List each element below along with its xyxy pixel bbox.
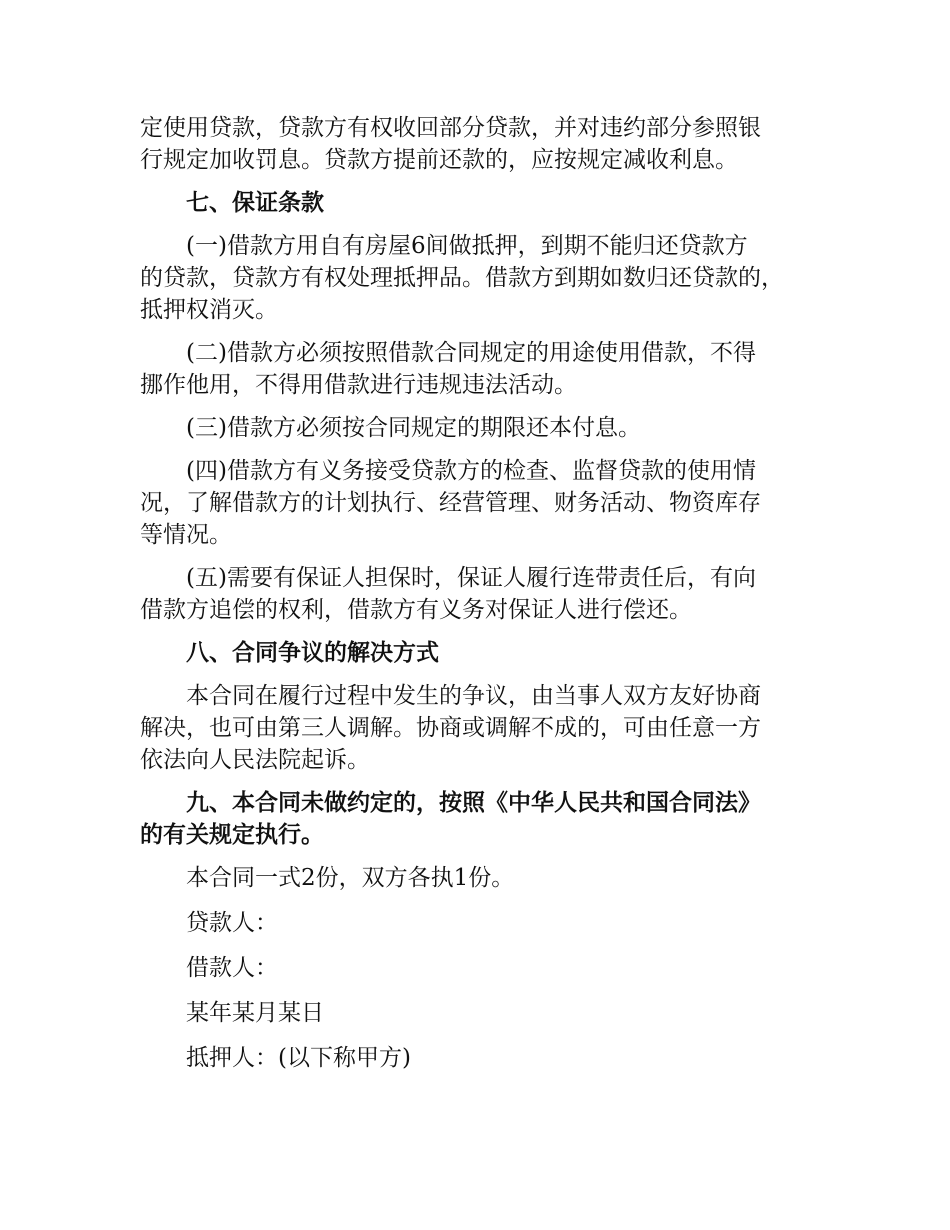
text-line: 的贷款，贷款方有权处理抵押品。借款方到期如数归还贷款的， bbox=[140, 265, 784, 291]
text-line: 定使用贷款，贷款方有权收回部分贷款，并对违约部分参照银 bbox=[140, 115, 761, 141]
text-line: 借款方追偿的权利，借款方有义务对保证人进行偿还。 bbox=[140, 597, 692, 623]
text-line: 抵押权消灭。 bbox=[140, 297, 278, 323]
text-line: 本合同在履行过程中发生的争议，由当事人双方友好协商 bbox=[186, 683, 761, 709]
paragraph-guarantee-1 bbox=[140, 230, 830, 326]
paragraph-dispute bbox=[140, 680, 830, 776]
section-heading-dispute: 八、合同争议的解决方式 bbox=[186, 640, 439, 666]
document-page bbox=[140, 112, 830, 1087]
text-line: 解决，也可由第三人调解。协商或调解不成的，可由任意一方 bbox=[140, 715, 761, 741]
paragraph-guarantee-2 bbox=[140, 337, 830, 401]
section-heading-other bbox=[140, 787, 830, 851]
paragraph-guarantee-4 bbox=[140, 455, 830, 551]
text-line: 九、本合同未做约定的，按照《中华人民共和国合同法》 bbox=[186, 790, 761, 816]
borrower-signature-label: 借款人： bbox=[186, 955, 278, 981]
paragraph-guarantee-3 bbox=[140, 412, 830, 444]
text-line: 挪作他用，不得用借款进行违规违法活动。 bbox=[140, 372, 577, 398]
text-line: (二)借款方必须按照借款合同规定的用途使用借款，不得 bbox=[186, 340, 756, 366]
paragraph-guarantee-5 bbox=[140, 562, 830, 626]
text-line: 的有关规定执行。 bbox=[140, 822, 324, 848]
copies-statement: 本合同一式2份，双方各执1份。 bbox=[186, 865, 515, 891]
text-line: (一)借款方用自有房屋6间做抵押，到期不能归还贷款方 bbox=[186, 233, 748, 259]
paragraph-penalty bbox=[140, 112, 830, 176]
text-line: 况，了解借款方的计划执行、经营管理、财务活动、物资库存 bbox=[140, 490, 761, 516]
text-line: (三)借款方必须按合同规定的期限还本付息。 bbox=[186, 415, 641, 441]
text-line: 等情况。 bbox=[140, 522, 232, 548]
text-line: (四)借款方有义务接受贷款方的检查、监督贷款的使用情 bbox=[186, 458, 756, 484]
lender-signature-label: 贷款人： bbox=[186, 910, 278, 936]
text-line: 依法向人民法院起诉。 bbox=[140, 747, 370, 773]
section-heading-guarantee: 七、保证条款 bbox=[186, 190, 324, 216]
text-line: (五)需要有保证人担保时，保证人履行连带责任后，有向 bbox=[186, 565, 756, 591]
date-line: 某年某月某日 bbox=[186, 1000, 324, 1026]
mortgagor-label: 抵押人：(以下称甲方) bbox=[186, 1045, 411, 1071]
text-line: 行规定加收罚息。贷款方提前还款的，应按规定减收利息。 bbox=[140, 147, 738, 173]
